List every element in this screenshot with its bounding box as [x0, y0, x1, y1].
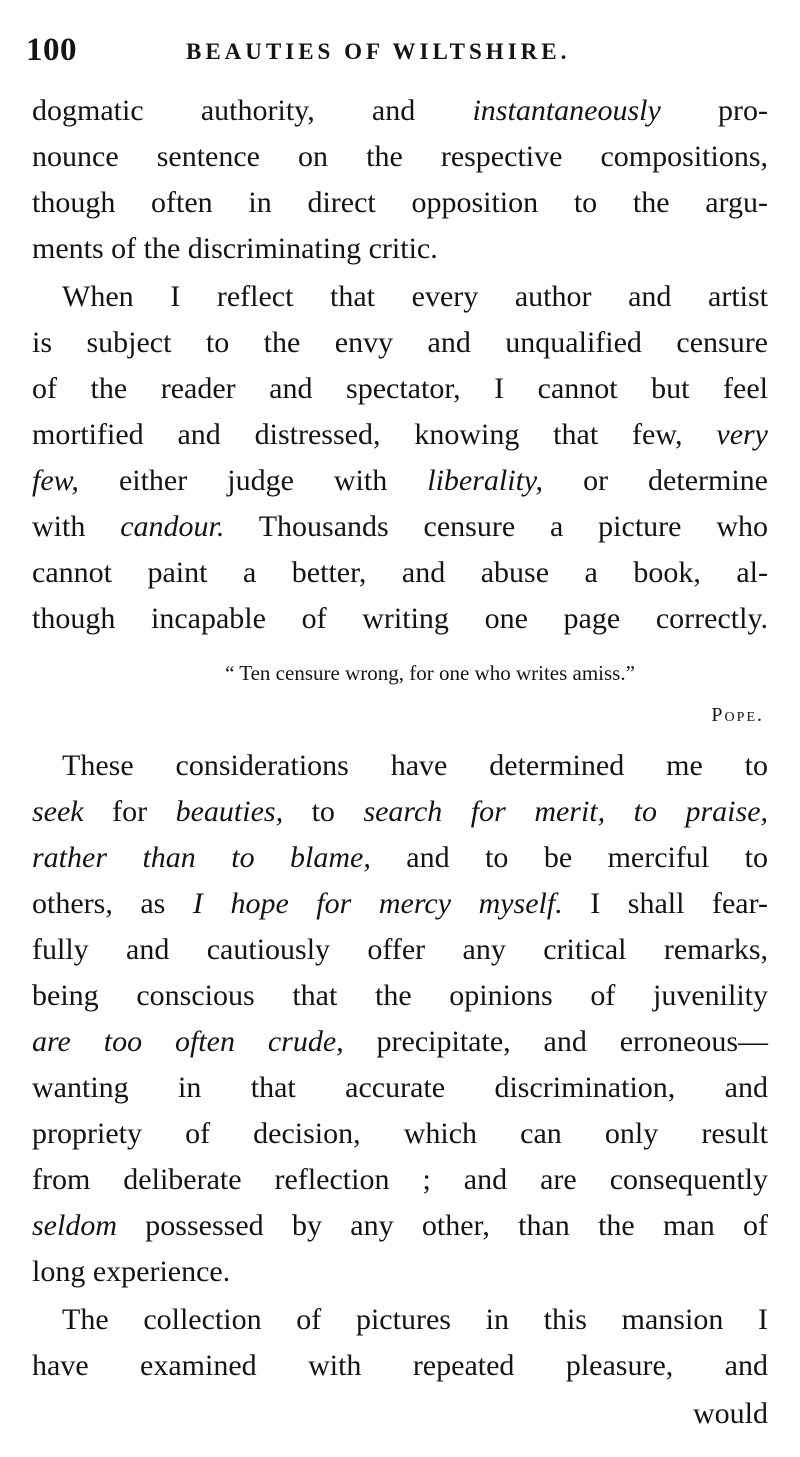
page-number: 100 — [26, 32, 77, 68]
quotation-attribution: Pope. — [711, 704, 764, 726]
text-line: are too often crude, precipitate, and erroneous— — [32, 1025, 768, 1058]
catchword: would — [693, 1397, 768, 1430]
text-line: being conscious that the opinions of juvenility — [32, 979, 768, 1012]
text-line: nounce sentence on the respective compositions, — [32, 140, 768, 173]
text-line: ments of the discriminating critic. — [32, 232, 438, 265]
running-head: BEAUTIES OF WILTSHIRE. — [186, 39, 571, 64]
text-line: though often in direct opposition to the argu- — [32, 186, 768, 219]
text-line: propriety of decision, which can only result — [32, 1117, 768, 1150]
text-line: cannot paint a better, and abuse a book, al- — [32, 556, 768, 589]
text-line: have examined with repeated pleasure, and — [32, 1349, 768, 1382]
text-line: though incapable of writing one page correctly. — [32, 602, 768, 635]
text-line: is subject to the envy and unqualified censure — [32, 326, 768, 359]
text-line: seldom possessed by any other, than the man of — [32, 1209, 768, 1242]
text-line: long experience. — [32, 1255, 231, 1288]
text-line: with candour. Thousands censure a picture who — [32, 510, 768, 543]
text-line: seek for beauties, to search for merit, to praise, — [32, 795, 769, 828]
quotation: “ Ten censure wrong, for one who writes amiss.” — [225, 661, 635, 685]
text-line: mortified and distressed, knowing that few, very — [32, 418, 768, 451]
text-line: others, as I hope for mercy myself. I shall fear- — [32, 887, 769, 920]
text-line: wanting in that accurate discrimination, and — [32, 1071, 768, 1104]
text-line: of the reader and spectator, I cannot but feel — [32, 372, 768, 405]
text-line: When I reflect that every author and artist — [62, 280, 768, 313]
text-line: few, either judge with liberality, or determine — [32, 464, 768, 497]
text-line: fully and cautiously offer any critical remarks, — [32, 933, 768, 966]
text-line: from deliberate reflection ; and are consequently — [32, 1163, 768, 1196]
text-line: rather than to blame, and to be merciful to — [32, 841, 768, 874]
text-line: dogmatic authority, and instantaneously pro- — [32, 94, 768, 127]
text-line: These considerations have determined me to — [62, 749, 768, 782]
page-header — [0, 22, 800, 78]
text-line: The collection of pictures in this mansion I — [62, 1303, 768, 1336]
